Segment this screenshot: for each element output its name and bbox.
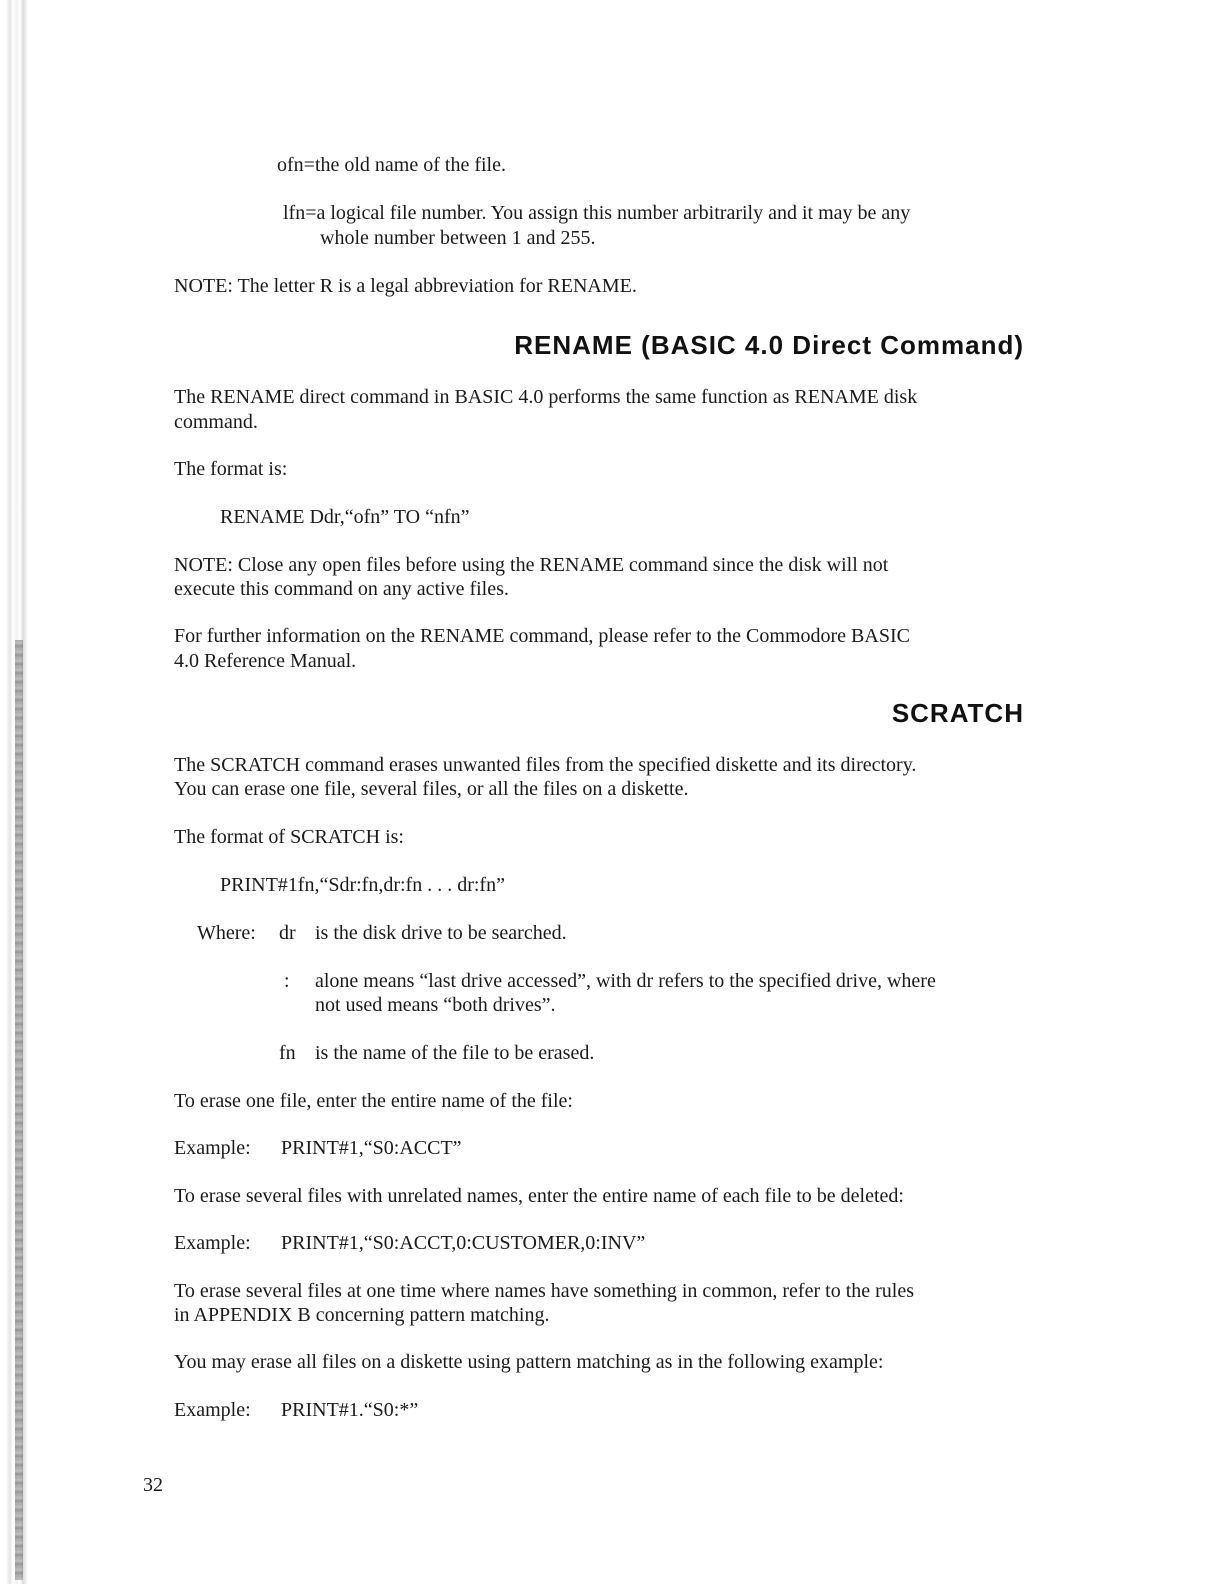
- scratch-paragraph-line1: The SCRATCH command erases unwanted files from the specified diskette and its directory.: [174, 754, 917, 776]
- scratch-paragraph-line2: You can erase one file, several files, or all the files on a diskette.: [174, 778, 689, 800]
- rename-format-syntax: RENAME Ddr,“ofn” TO “nfn”: [220, 506, 470, 528]
- example-code: PRINT#1.“S0:*”: [281, 1399, 419, 1421]
- rename-paragraph-line1: The RENAME direct command in BASIC 4.0 performs the same function as RENAME disk: [174, 386, 918, 408]
- scratch-heading: SCRATCH: [891, 698, 1024, 728]
- rename-heading: RENAME (BASIC 4.0 Direct Command): [514, 330, 1024, 360]
- example-code: PRINT#1,“S0:ACCT,0:CUSTOMER,0:INV”: [281, 1232, 646, 1254]
- page-binding-shadow: [15, 640, 23, 1580]
- example-code: PRINT#1,“S0:ACCT”: [281, 1137, 462, 1159]
- example-label: Example:: [174, 1232, 251, 1254]
- where-label: Where:: [197, 922, 256, 944]
- dr-description: is the disk drive to be searched.: [315, 922, 567, 944]
- erase-all-text: You may erase all files on a diskette using pattern matching as in the following example:: [174, 1351, 884, 1373]
- erase-several-text: To erase several files with unrelated names, enter the entire name of each file to be deleted:: [174, 1185, 904, 1207]
- page-binding-edge: [0, 0, 28, 1584]
- lfn-definition-line2: whole number between 1 and 255.: [320, 227, 596, 249]
- lfn-definition-line1: lfn=a logical file number. You assign this number arbitrarily and it may be any: [283, 202, 911, 224]
- erase-common-line1: To erase several files at one time where names have something in common, refer to the rules: [174, 1280, 914, 1302]
- erase-one-file-text: To erase one file, enter the entire name of the file:: [174, 1090, 573, 1112]
- further-info-line2: 4.0 Reference Manual.: [174, 650, 357, 672]
- example-label: Example:: [174, 1399, 251, 1421]
- ofn-definition: ofn=the old name of the file.: [277, 154, 506, 176]
- erase-common-line2: in APPENDIX B concerning pattern matching.: [174, 1304, 550, 1326]
- colon-description-line1: alone means “last drive accessed”, with dr refers to the specified drive, where: [315, 970, 936, 992]
- note-r-abbreviation: NOTE: The letter R is a legal abbreviation for RENAME.: [174, 275, 637, 297]
- note-close-line2: execute this command on any active files.: [174, 578, 509, 600]
- format-label: The format is:: [174, 458, 288, 480]
- fn-term: fn: [279, 1042, 296, 1064]
- rename-paragraph-line2: command.: [174, 411, 258, 433]
- scratch-format-syntax: PRINT#1fn,“Sdr:fn,dr:fn . . . dr:fn”: [220, 874, 505, 896]
- fn-description: is the name of the file to be erased.: [315, 1042, 595, 1064]
- colon-term: :: [284, 970, 290, 992]
- scratch-format-label: The format of SCRATCH is:: [174, 826, 404, 848]
- dr-term: dr: [279, 922, 296, 944]
- colon-description-line2: not used means “both drives”.: [315, 994, 556, 1016]
- note-close-line1: NOTE: Close any open files before using the RENAME command since the disk will not: [174, 554, 889, 576]
- example-label: Example:: [174, 1137, 251, 1159]
- further-info-line1: For further information on the RENAME command, please refer to the Commodore BASIC: [174, 625, 910, 647]
- page-number: 32: [143, 1474, 163, 1496]
